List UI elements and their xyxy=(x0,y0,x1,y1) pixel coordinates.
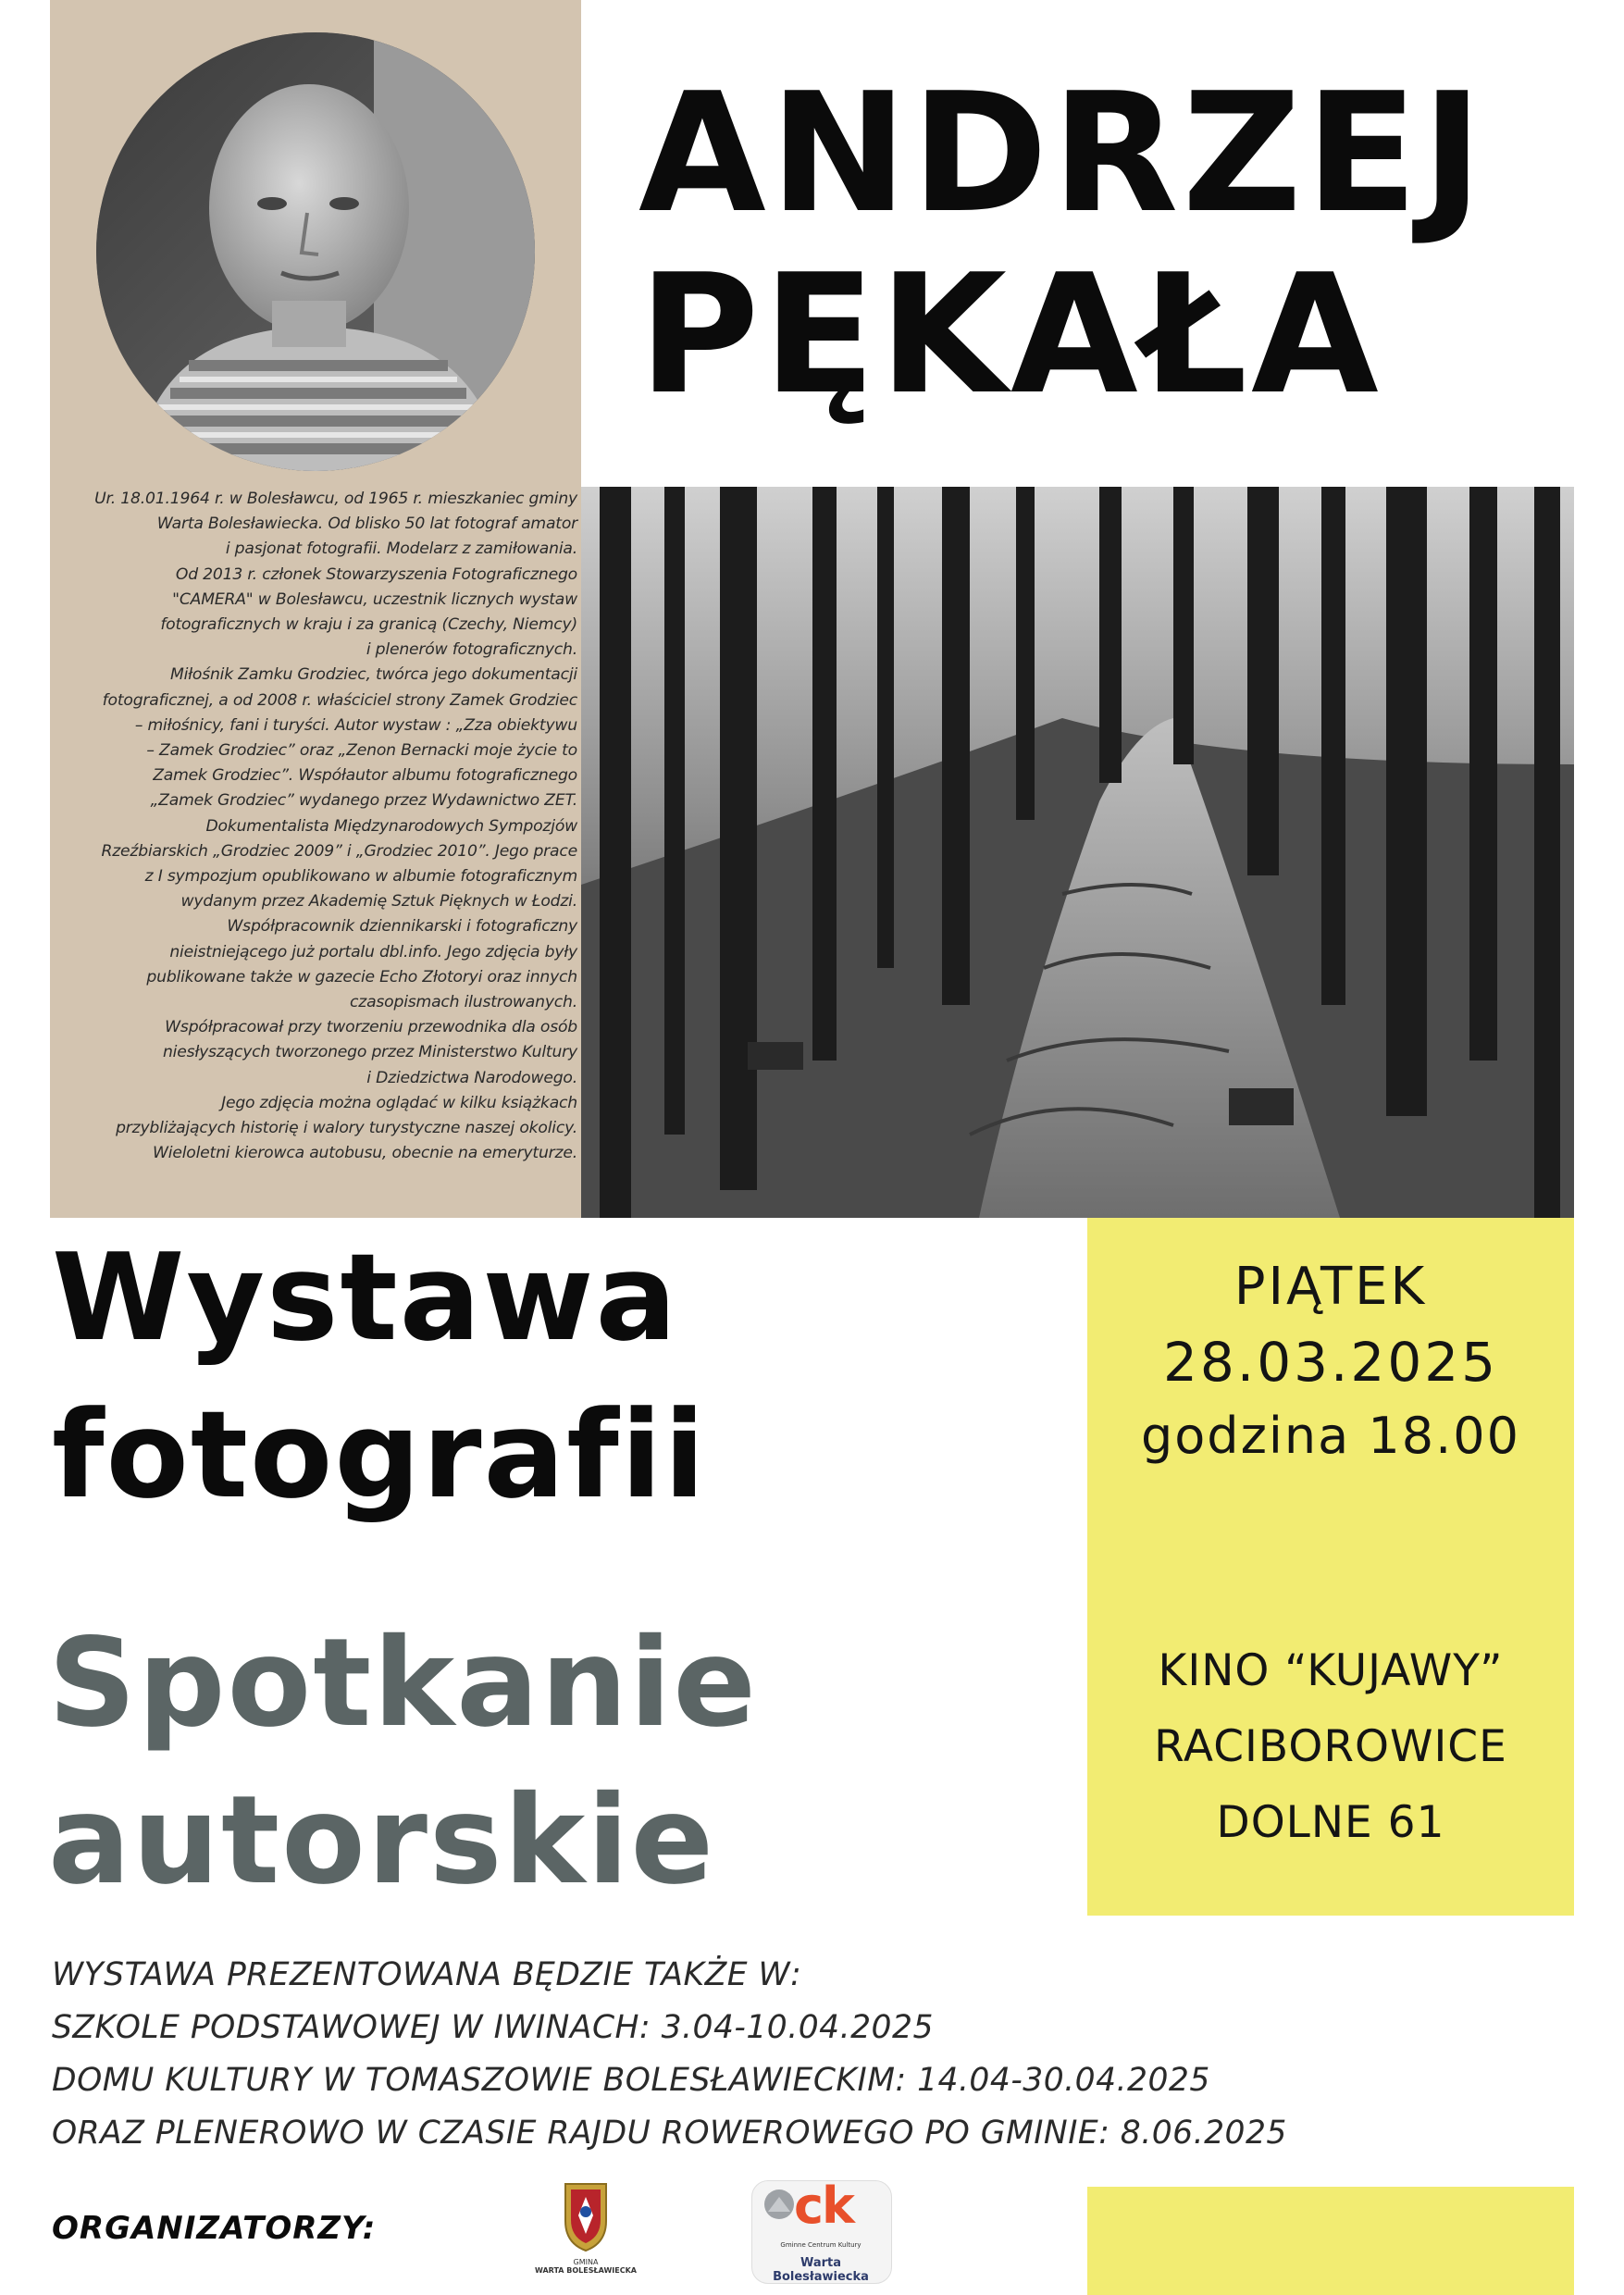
bio-line: – Zamek Grodziec” oraz „Zenon Bernacki moje życie to xyxy=(146,741,577,761)
meeting-title-line2: autorskie xyxy=(48,1769,716,1912)
author-bio xyxy=(61,487,577,1166)
event-time: godzina 18.00 xyxy=(1140,1407,1520,1465)
bio-line: przybliżających historię i walory turystyczne naszej okolicy. xyxy=(116,1119,577,1138)
venue-address: DOLNE 61 xyxy=(1216,1797,1445,1848)
bio-line: i pasjonat fotografii. Modelarz z zamiłowania. xyxy=(225,540,577,559)
event-day: PIĄTEK xyxy=(1233,1257,1428,1317)
gmina-logo xyxy=(535,2178,637,2280)
bio-line: z I sympozjum opublikowano w albumie fotograficznym xyxy=(144,867,577,887)
bio-line: nieistniejącego już portalu dbl.info. Jego zdjęcia były xyxy=(169,942,577,961)
bio-line: Ur. 18.01.1964 r. w Bolesławcu, od 1965 r. mieszkaniec gminy xyxy=(94,490,577,508)
ck-logo-name: Warta Bolesławiecka xyxy=(773,2256,869,2284)
bio-line: – miłośnicy, fani i turyści. Autor wystaw : „Zza obiektywu xyxy=(134,715,577,735)
bio-line: Dokumentalista Międzynarodowych Sympozjów xyxy=(205,816,577,836)
portrait-photo-icon xyxy=(96,32,535,471)
event-date: 28.03.2025 xyxy=(1162,1331,1499,1394)
additional-venue-item: ORAZ PLENEROWO W CZASIE RAJDU ROWEROWEGO PO GMINIE: 8.06.2025 xyxy=(52,2115,1287,2152)
author-portrait xyxy=(96,32,535,471)
ck-emblem-icon xyxy=(761,2186,798,2223)
bio-line: Współpracował przy tworzeniu przewodnika dla osób xyxy=(165,1018,577,1037)
bio-line: Współpracownik dziennikarski i fotograficzny xyxy=(227,917,577,937)
bio-line: Od 2013 r. członek Stowarzyszenia Fotograficznego xyxy=(175,564,577,584)
additional-venues-heading: WYSTAWA PREZENTOWANA BĘDZIE TAKŻE W: xyxy=(52,1956,802,1993)
coat-of-arms-icon xyxy=(535,2178,637,2254)
bio-line: Warta Bolesławiecka. Od blisko 50 lat fotograf amator xyxy=(156,515,577,534)
bio-line: Rzeźbiarskich „Grodziec 2009” i „Grodziec 2010”. Jego prace xyxy=(101,841,577,861)
ck-logo-mark: ck xyxy=(794,2177,853,2235)
bio-line: i Dziedzictwa Narodowego. xyxy=(366,1068,577,1087)
additional-venue-item: SZKOLE PODSTAWOWEJ W IWINACH: 3.04-10.04.2025 xyxy=(52,2009,934,2046)
venue-name: KINO “KUJAWY” xyxy=(1158,1645,1504,1696)
meeting-title-line1: Spotkanie xyxy=(48,1612,758,1755)
additional-venue-item: DOMU KULTURY W TOMASZOWIE BOLESŁAWIECKIM: 14.04-30.04.2025 xyxy=(52,2062,1210,2099)
bio-line: Zamek Grodziec”. Współautor albumu fotograficznego xyxy=(153,766,577,786)
decorative-yellow-block xyxy=(1087,2187,1574,2295)
bio-line: „Zamek Grodziec” wydanego przez Wydawnictwo ZET. xyxy=(150,791,577,811)
exhibition-title-line1: Wystawa xyxy=(52,1227,679,1368)
gmina-logo-line1: GMINA xyxy=(573,2258,599,2266)
additional-venues xyxy=(52,1949,1287,2160)
bio-line: czasopismach ilustrowanych. xyxy=(350,993,577,1012)
bio-line: i plenerów fotograficznych. xyxy=(366,640,577,660)
bio-line: Miłośnik Zamku Grodziec, twórca jego dokumentacji xyxy=(169,665,577,685)
bio-line: "CAMERA" w Bolesławcu, uczestnik licznych wystaw xyxy=(172,589,577,609)
author-first-name: ANDRZEJ xyxy=(638,57,1487,249)
exhibition-title-line2: fotografii xyxy=(52,1384,707,1525)
author-last-name: PĘKAŁA xyxy=(638,239,1382,430)
bio-line: niesłyszących tworzonego przez Ministerstwo Kultury xyxy=(162,1043,577,1062)
bio-line: Jego zdjęcia można oglądać w kilku książkach xyxy=(221,1093,577,1112)
gmina-logo-line2: WARTA BOLESŁAWIECKA xyxy=(535,2266,637,2275)
ck-logo-subtitle: Gminne Centrum Kultury xyxy=(780,2241,862,2249)
bio-line: wydanym przez Akademię Sztuk Pięknych w Łodzi. xyxy=(180,892,577,912)
bio-line: fotograficznych w kraju i za granicą (Czechy, Niemcy) xyxy=(160,615,577,635)
bio-line: publikowane także w gazecie Echo Złotoryi oraz innych xyxy=(146,967,577,986)
ck-logo xyxy=(751,2177,890,2284)
bio-line: Wieloletni kierowca autobusu, obecnie na emeryturze. xyxy=(152,1144,577,1163)
organizers-label: ORGANIZATORZY: xyxy=(52,2210,377,2247)
venue-town: RACIBOROWICE xyxy=(1154,1721,1507,1772)
bio-line: fotograficznej, a od 2008 r. właściciel strony Zamek Grodziec xyxy=(102,690,577,710)
